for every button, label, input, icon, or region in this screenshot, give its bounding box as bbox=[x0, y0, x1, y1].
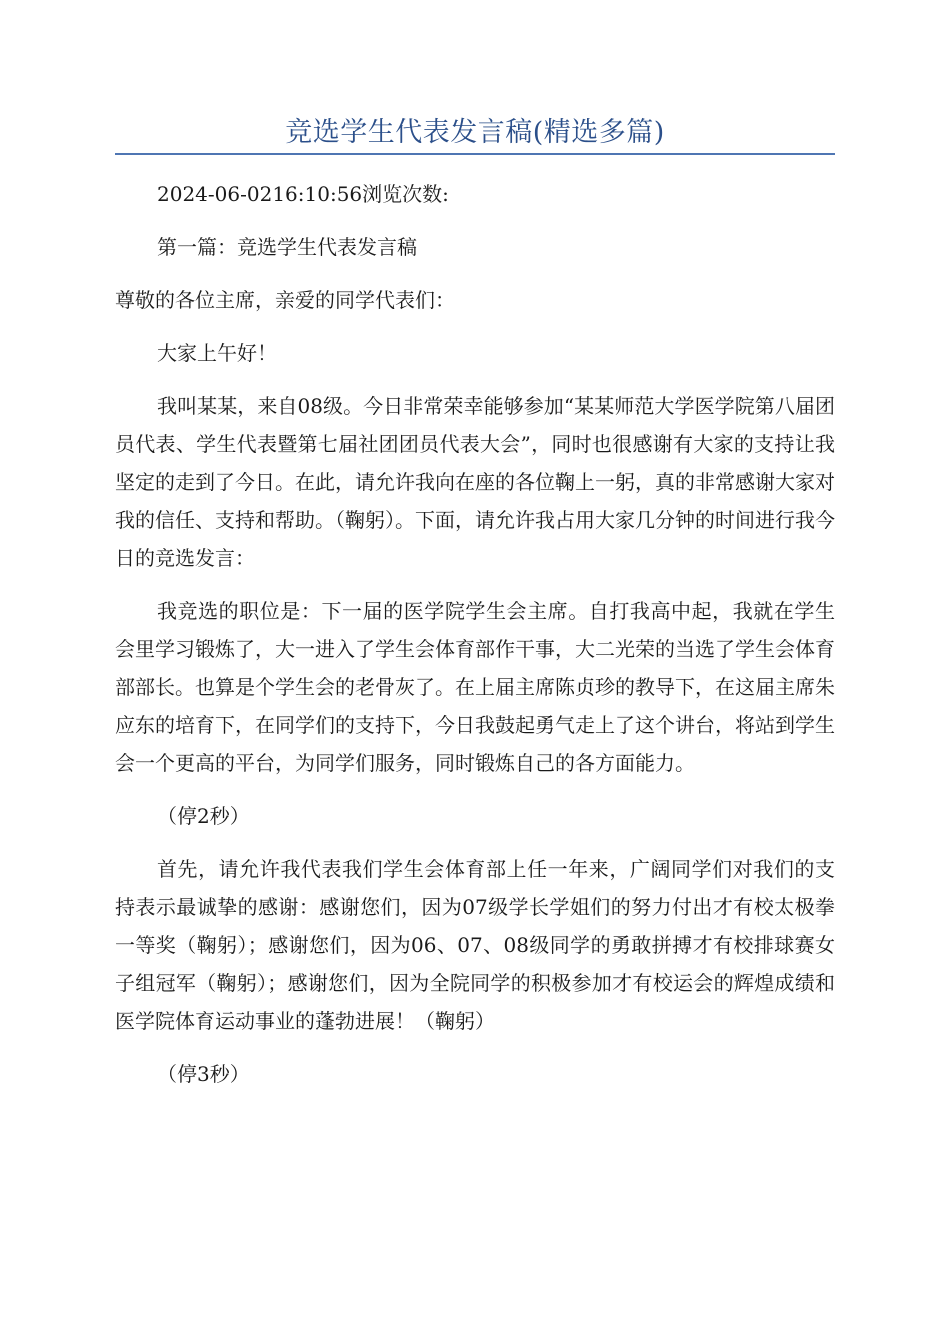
meta-line: 2024-06-0216:10:56浏览次数: bbox=[157, 182, 449, 206]
pause-note-2: （停3秒） bbox=[157, 1062, 250, 1086]
document-body bbox=[115, 175, 835, 1093]
salutation: 尊敬的各位主席，亲爱的同学代表们： bbox=[115, 288, 455, 312]
document-title: 竞选学生代表发言稿(精选多篇) bbox=[285, 117, 665, 148]
paragraph-position: 我竞选的职位是：下一届的医学院学生会主席。自打我高中起，我就在学生会里学习锻炼了，大一进入了学生会体育部作干事，大二光荣的当选了学生会体育部部长。也算是个学生会的老骨灰了。在上届主席陈贞珍的教导下，在这届主席朱应东的培育下，在同学们的支持下，今日我鼓起勇气走上了这个讲台，将站到学生会一个更高的平台，为同学们服务，同时锻炼自己的各方面能力。 bbox=[115, 599, 835, 775]
title-underline bbox=[115, 153, 835, 155]
greeting: 大家上午好！ bbox=[157, 341, 277, 365]
paragraph-intro: 我叫某某，来自08级。今日非常荣幸能够参加“某某师范大学医学院第八届团员代表、学生代表暨第七届社团团员代表大会”，同时也很感谢有大家的支持让我坚定的走到了今日。在此，请允许我向在座的各位鞠上一躬，真的非常感谢大家对我的信任、支持和帮助。（鞠躬）。下面，请允许我占用大家几分钟的时间进行我今日的竞选发言： bbox=[115, 394, 835, 570]
pause-note-1: （停2秒） bbox=[157, 804, 250, 828]
section-heading: 第一篇：竞选学生代表发言稿 bbox=[157, 235, 417, 259]
paragraph-thanks: 首先，请允许我代表我们学生会体育部上任一年来，广阔同学们对我们的支持表示最诚挚的感谢：感谢您们，因为07级学长学姐们的努力付出才有校太极拳一等奖（鞠躬）；感谢您们，因为06、07、08级同学的勇敢拼搏才有校排球赛女子组冠军（鞠躬）；感谢您们，因为全院同学的积极参加才有校运会的辉煌成绩和医学院体育运动事业的蓬勃进展！（鞠躬） bbox=[115, 857, 835, 1033]
